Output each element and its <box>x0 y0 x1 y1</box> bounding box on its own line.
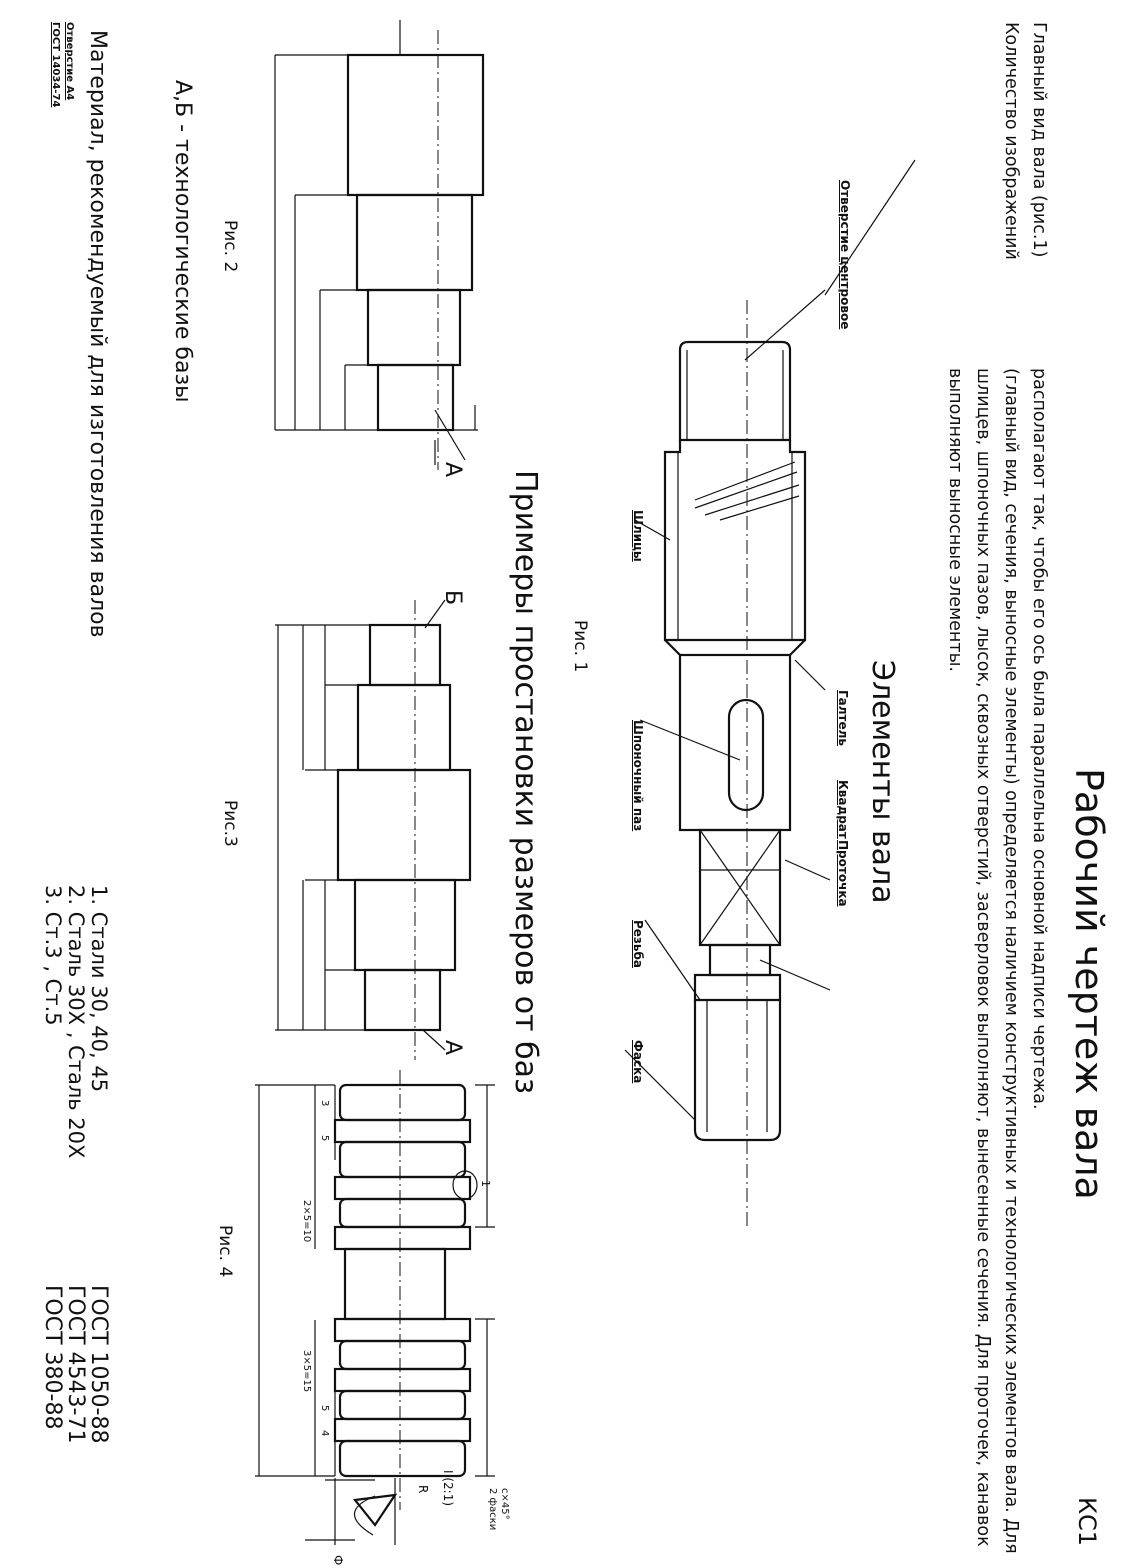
label-chamfer: Фаска <box>631 1040 645 1084</box>
base-b-fig3: Б <box>440 590 465 606</box>
material-heading: Материал, рекомендуемый для изготовления валов <box>85 30 110 638</box>
fig4-phi-label: Ф <box>331 1555 345 1566</box>
fig4-dim-5: 5 <box>319 1405 330 1412</box>
label-keyway: Шпоночный паз <box>631 720 645 832</box>
fig1-caption: Рис. 1 <box>570 620 590 673</box>
label-groove: Проточка <box>836 840 850 907</box>
count-text: (главный вид, сечения, выносные элементы) определяется наличием конструктивных и технологических элементов вала. Для шлицев, шпоночных пазов, лысок, сквозных отверстий, засверловок выполняют, вынесенные сечения. Для проточек, канавок выполняют выносные элементы. <box>945 368 1021 1554</box>
material-line-1: 1. Стали 30, 40, 45 <box>87 885 111 1093</box>
center-hole-note-2: ГОСТ 14034-74 <box>50 22 61 108</box>
fig4-chamfer-note-2: 2 фаски <box>487 1488 498 1531</box>
page-title: Рабочий чертеж вала <box>1067 768 1111 1200</box>
label-splines: Шлицы <box>631 510 645 562</box>
intro-text: располагают так, чтобы его ось была параллельна основной надписи чертежа. <box>1029 368 1049 1110</box>
fig4-shaft <box>255 1070 495 1545</box>
center-hole-note-1: Отверстие А4 <box>64 22 75 101</box>
fig4-detail-label: I (2:1) <box>441 1470 455 1507</box>
gost-3: ГОСТ 380-88 <box>40 1285 65 1430</box>
label-thread: Резьба <box>631 920 645 968</box>
base-a-fig3: A <box>440 1040 465 1056</box>
material-line-2: 2. Сталь 30Х , Сталь 20Х <box>64 885 88 1159</box>
fig4-dim-3x5: 3×5=15 <box>301 1350 312 1393</box>
label-center-holes: Отверстие центровое <box>838 180 852 330</box>
fig4-marker: 1 <box>479 1180 492 1187</box>
fig2-caption: Рис. 2 <box>220 220 240 273</box>
gost-2: ГОСТ 4543-71 <box>63 1285 88 1444</box>
fig4-dim-4: 4 <box>319 1430 330 1437</box>
material-line-3: 3. Ст.3 , Ст.5 <box>41 885 65 1026</box>
fig4-dim-3: 3 <box>319 1100 330 1107</box>
label-square: Квадрат <box>836 780 850 839</box>
section2-heading: Примеры простановки размеров от баз <box>508 470 543 1094</box>
fig2-shaft <box>275 20 483 470</box>
base-a-fig2: A <box>440 462 465 478</box>
fig3-shaft <box>275 600 470 1060</box>
bases-note: А,Б - технологические базы <box>170 80 195 403</box>
count-lead: Количество изображений <box>1001 22 1021 260</box>
fig4-dim-2x5: 2×5=10 <box>301 1200 312 1243</box>
gost-1: ГОСТ 1050-88 <box>86 1285 111 1444</box>
fig4-r-label: R <box>416 1485 430 1494</box>
fig3-caption: Рис.3 <box>220 800 240 847</box>
fig1-heading: Элементы вала <box>865 660 900 904</box>
intro-lead: Главный вид вала (рис.1) <box>1029 22 1049 258</box>
fig4-dim-5b: 5 <box>319 1135 330 1142</box>
fig4-caption: Рис. 4 <box>215 1225 235 1278</box>
fig4-chamfer-note-1: c×45° <box>499 1488 510 1520</box>
label-fillet: Галтель <box>836 690 850 747</box>
corner-mark: КС1 <box>1073 1497 1101 1547</box>
